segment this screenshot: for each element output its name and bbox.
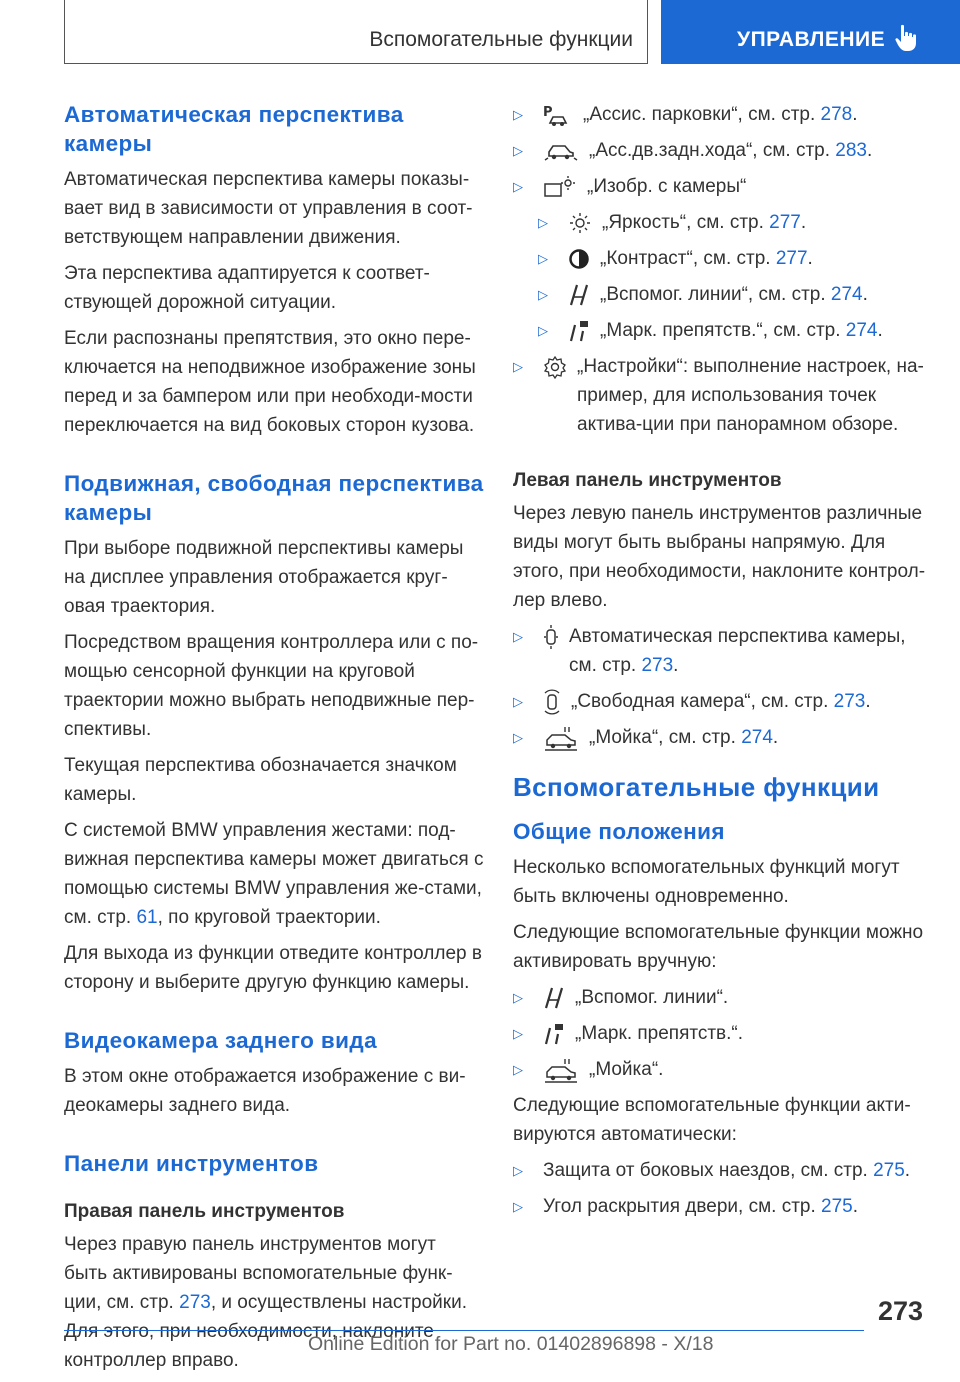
paragraph: С системой BMW управления жестами: под-вижная перспектива камеры может двигаться с помощью системы BMW управления же-стами, см. стр. 61, по круговой траектории. — [64, 820, 484, 928]
hand-pointer-icon — [895, 24, 919, 57]
bullet-arrow-icon: ▷ — [513, 359, 523, 374]
page-link[interactable]: 277 — [775, 248, 808, 269]
settings-gear-icon — [543, 352, 567, 381]
bullet-arrow-icon: ▷ — [513, 1062, 523, 1077]
page-link[interactable]: 274 — [830, 284, 863, 305]
list-item: ▷ „Мойка“, см. стр. 274. — [513, 723, 927, 752]
paragraph: Несколько вспомогательных функций могут быть включены одновременно. — [513, 857, 900, 907]
subsection-title-right-toolbar: Правая панель инструментов — [64, 1201, 345, 1222]
page-link[interactable]: 273 — [641, 655, 674, 676]
list-item: ▷ „Вспомог. линии“. — [513, 983, 927, 1012]
obstacle-marking-icon — [543, 1019, 565, 1048]
car-wash-icon — [543, 1055, 579, 1084]
paragraph: В этом окне отображается изображение с ви-деокамеры заднего вида. — [64, 1066, 466, 1116]
list-item: ▷ „Свободная камера“, см. стр. 273. — [513, 687, 927, 716]
paragraph: Через левую панель инструментов различные виды могут быть выбраны напрямую. Для этого, при необходимости, наклоните контрол-лер влево. — [513, 503, 926, 611]
list-item: ▷ „Асс.дв.задн.хода“, см. стр. 283. — [513, 136, 927, 165]
header-section-title: Вспомогательные функции — [369, 28, 633, 51]
right-column — [513, 100, 927, 1228]
svg-text:P: P — [543, 104, 553, 120]
page-link[interactable]: 274 — [845, 320, 878, 341]
bullet-arrow-icon: ▷ — [513, 1163, 523, 1178]
paragraph: Следующие вспомогательные функции акти-вируются автоматически: — [513, 1095, 911, 1145]
free-camera-icon — [543, 687, 561, 716]
paragraph: При выборе подвижной перспективы камеры на дисплее управления отображается круг-овая траектория. — [64, 538, 464, 617]
guide-lines-icon — [543, 983, 565, 1012]
page-link[interactable]: 273 — [179, 1292, 211, 1313]
car-wash-icon — [543, 723, 579, 752]
paragraph: Если распознаны препятствия, это окно пере-ключается на неподвижное изображение зоны перед и за бампером или при необходи-мости переключается на вид боковых сторон кузова. — [64, 328, 476, 436]
header-chapter-title: УПРАВЛЕНИЕ — [737, 28, 886, 51]
list-item: ▷ P „Ассис. парковки“, см. стр. 278. — [513, 100, 927, 129]
bullet-arrow-icon: ▷ — [513, 143, 523, 158]
list-item: ▷ „Марк. препятств.“. — [513, 1019, 927, 1048]
paragraph: Посредством вращения контроллера или с по-мощью сенсорной функции на круговой траектории можно выбрать неподвижные пер-спективы. — [64, 632, 479, 740]
bullet-arrow-icon: ▷ — [538, 251, 548, 266]
bullet-arrow-icon: ▷ — [538, 215, 548, 230]
guide-lines-icon — [568, 280, 590, 309]
left-column — [64, 100, 484, 1382]
header-section-box — [64, 0, 648, 64]
subsection-title-left-toolbar: Левая панель инструментов — [513, 470, 782, 491]
bullet-arrow-icon: ▷ — [538, 323, 548, 338]
page-link[interactable]: 61 — [136, 907, 158, 928]
page-link[interactable]: 275 — [821, 1196, 853, 1217]
bullet-arrow-icon: ▷ — [513, 694, 523, 709]
header-chapter-box — [661, 0, 960, 64]
bullet-arrow-icon: ▷ — [513, 179, 523, 194]
bullet-arrow-icon: ▷ — [513, 990, 523, 1005]
bullet-arrow-icon: ▷ — [513, 730, 523, 745]
page-link[interactable]: 273 — [833, 691, 866, 712]
list-item: ▷ „Мойка“. — [513, 1055, 927, 1084]
list-item: ▷ „Вспомог. линии“, см. стр. 274. — [538, 280, 927, 309]
paragraph: Для выхода из функции отведите контроллер в сторону и выберите другую функцию камеры. — [64, 943, 482, 993]
list-item: ▷ „Изобр. с камеры“ — [513, 172, 927, 201]
list-item: ▷ Автоматическая перспектива камеры, см. стр. 273. — [513, 622, 927, 680]
paragraph: Эта перспектива адаптируется к соответ-ствующей дорожной ситуации. — [64, 263, 430, 313]
list-item: ▷ „Настройки“: выполнение настроек, на-пример, для использования точек актива-ции при панорамном обзоре. — [513, 352, 927, 439]
list-item: ▷ „Контраст“, см. стр. 277. — [538, 244, 927, 273]
page-number: 273 — [878, 1296, 924, 1326]
section-title-rear-camera: Видеокамера заднего вида — [64, 1028, 377, 1053]
page-link[interactable]: 278 — [820, 104, 853, 125]
paragraph: Текущая перспектива обозначается значком камеры. — [64, 755, 457, 805]
page-link[interactable]: 275 — [873, 1160, 905, 1181]
section-title-general: Общие положения — [513, 819, 725, 844]
paragraph: Следующие вспомогательные функции можно активировать вручную: — [513, 922, 924, 972]
bullet-arrow-icon: ▷ — [513, 629, 523, 644]
obstacle-marking-icon — [568, 316, 590, 345]
section-title-auto-perspective: Автоматическая перспектива камеры — [64, 102, 404, 156]
paragraph: Автоматическая перспектива камеры показы-вает вид в зависимости от управления в соот-ветствующем направлении движения. — [64, 169, 473, 248]
camera-image-icon — [543, 172, 577, 201]
parking-assist-icon — [543, 100, 573, 129]
brightness-icon — [568, 208, 592, 237]
section-title-aux-functions: Вспомогательные функции — [513, 772, 880, 802]
list-item: ▷ Защита от боковых наездов, см. стр. 275. — [513, 1156, 927, 1185]
auto-view-icon — [543, 622, 559, 651]
paragraph: Через правую панель инструментов могут быть активированы вспомогательные функ-ции, см. стр. 273, и осуществлены настройки. Для этого, при необходимости, наклоните контроллер вправо. — [64, 1234, 467, 1371]
bullet-arrow-icon: ▷ — [538, 287, 548, 302]
reversing-assist-icon — [543, 136, 579, 165]
page-link[interactable]: 277 — [769, 212, 801, 233]
contrast-icon — [568, 244, 590, 273]
list-item: ▷ „Яркость“, см. стр. 277. — [538, 208, 927, 237]
section-title-toolbars: Панели инструментов — [64, 1151, 319, 1176]
page-link[interactable]: 274 — [741, 727, 773, 748]
footer-divider — [64, 1330, 864, 1331]
page-link[interactable]: 283 — [835, 140, 867, 161]
bullet-arrow-icon: ▷ — [513, 107, 523, 122]
list-item: ▷ Угол раскрытия двери, см. стр. 275. — [513, 1192, 927, 1221]
list-item: ▷ „Марк. препятств.“, см. стр. 274. — [538, 316, 927, 345]
section-title-free-perspective: Подвижная, свободная перспектива камеры — [64, 471, 484, 525]
bullet-arrow-icon: ▷ — [513, 1199, 523, 1214]
footer-edition-text: Online Edition for Part no. 01402896898 - X/18 — [308, 1333, 714, 1355]
bullet-arrow-icon: ▷ — [513, 1026, 523, 1041]
